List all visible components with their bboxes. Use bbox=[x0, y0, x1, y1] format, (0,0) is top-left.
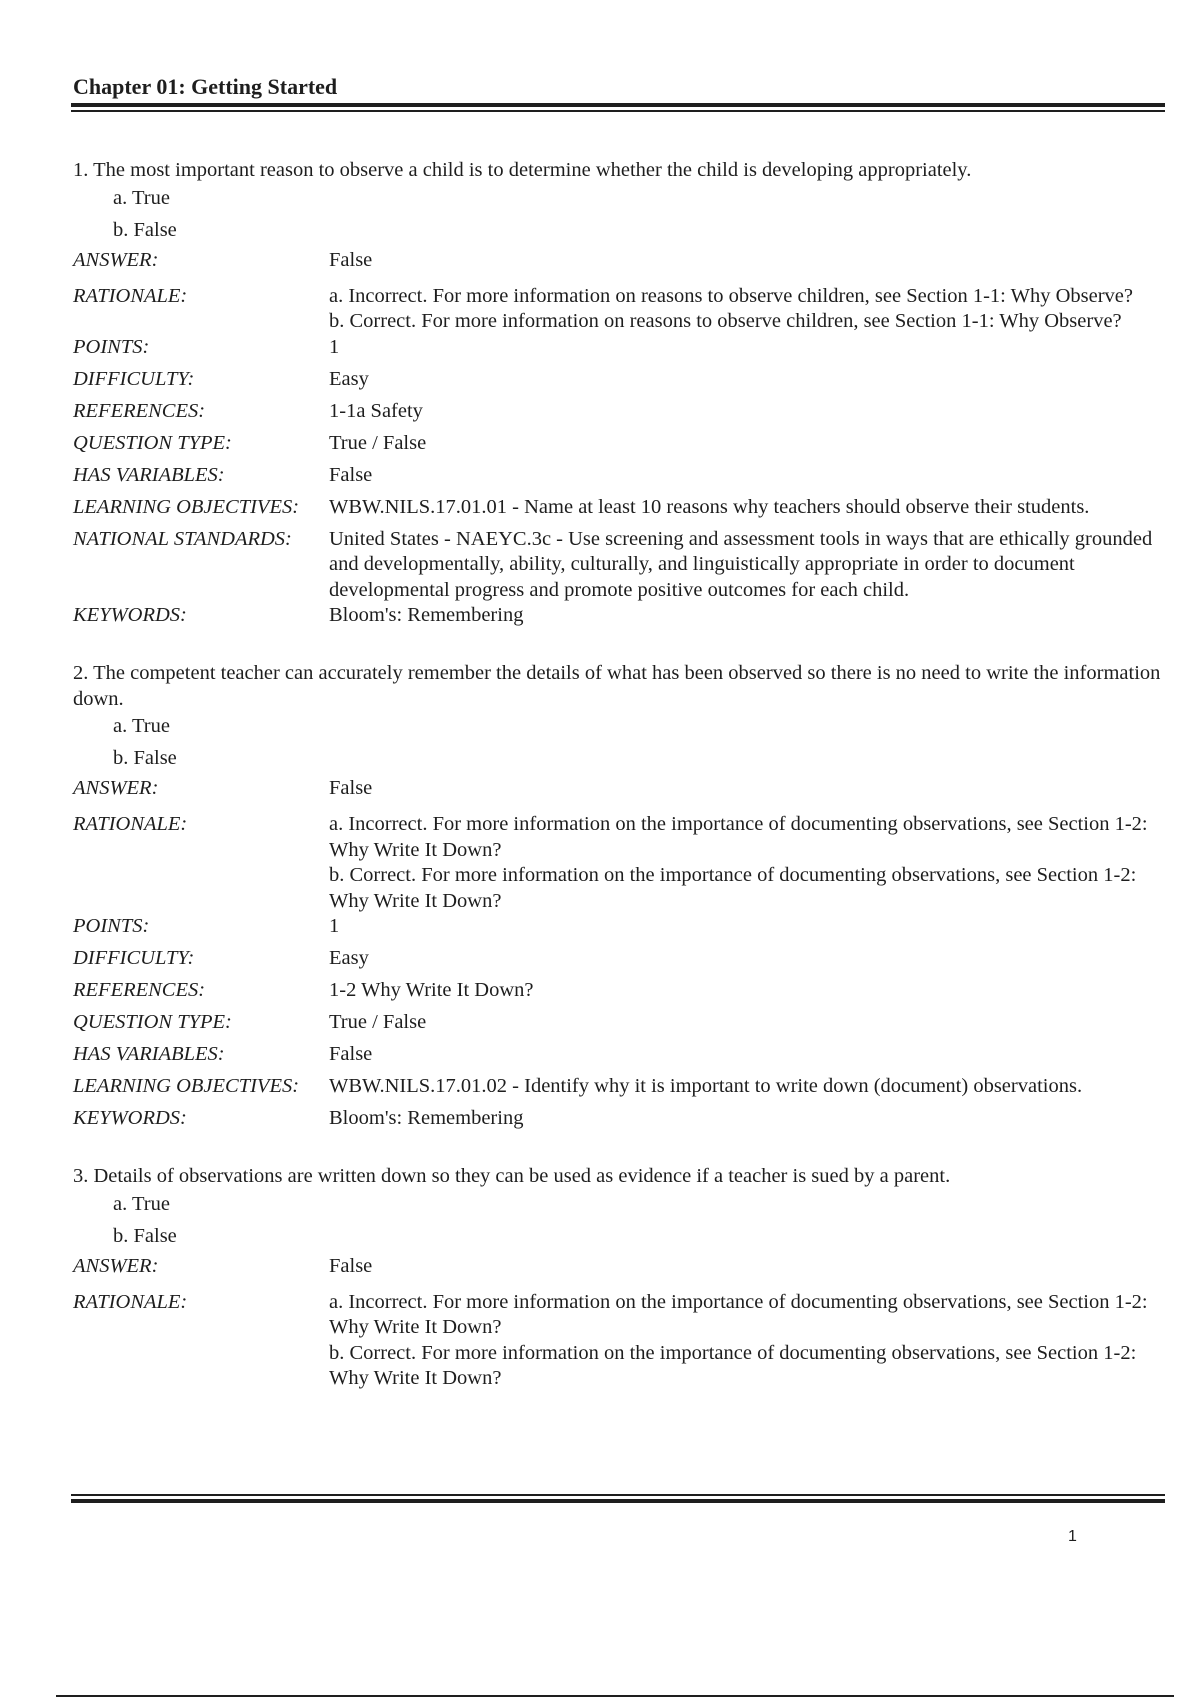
metadata-value-line: Bloom's: Remembering bbox=[329, 1107, 524, 1129]
metadata-row bbox=[73, 495, 1165, 527]
metadata-value bbox=[329, 1074, 1165, 1106]
metadata-value bbox=[329, 978, 1165, 1010]
metadata-label: POINTS: bbox=[73, 335, 150, 358]
page-title: Chapter 01: Getting Started bbox=[73, 74, 338, 99]
answer-option: b. False bbox=[113, 747, 177, 769]
metadata-value-line: WBW.NILS.17.01.01 - Name at least 10 reasons why teachers should observe their students. bbox=[329, 495, 1090, 518]
question-block bbox=[73, 661, 1165, 1138]
answer-option: b. False bbox=[113, 218, 177, 241]
metadata-value-line: b. Correct. For more information on the importance of documenting observations, see Section 1-2: Why Write It Down? bbox=[329, 864, 1137, 912]
metadata-row bbox=[73, 1042, 1165, 1074]
question-stem: 3. Details of observations are written down so they can be used as evidence if a teacher is sued by a parent. bbox=[73, 1165, 951, 1187]
answer-option: b. False bbox=[113, 1224, 177, 1247]
metadata-label: DIFFICULTY: bbox=[73, 367, 195, 390]
metadata-row bbox=[73, 335, 1165, 367]
metadata-label: REFERENCES: bbox=[73, 399, 206, 422]
metadata-row bbox=[73, 431, 1165, 463]
metadata-value-line: True / False bbox=[329, 1011, 427, 1033]
metadata-row bbox=[73, 248, 1165, 280]
metadata-value-line: Easy bbox=[329, 947, 369, 969]
question-list bbox=[73, 158, 1165, 1418]
metadata-value-line: a. Incorrect. For more information on the importance of documenting observations, see Section 1-2: Why Write It Down? bbox=[329, 1290, 1148, 1338]
metadata-value bbox=[329, 527, 1165, 604]
metadata-label: ANSWER: bbox=[73, 1254, 159, 1277]
answer-option: a. True bbox=[113, 1192, 170, 1215]
metadata-value bbox=[329, 248, 1165, 280]
question-stem: 2. The competent teacher can accurately remember the details of what has been observed so there is no need to write the information down. bbox=[73, 662, 1161, 710]
metadata-value bbox=[329, 431, 1165, 463]
metadata-row bbox=[73, 1286, 1165, 1392]
metadata-row bbox=[73, 978, 1165, 1010]
answer-option: a. True bbox=[113, 186, 170, 209]
metadata-value bbox=[329, 776, 1165, 808]
header-rule bbox=[71, 103, 1165, 112]
metadata-value-line: False bbox=[329, 1043, 373, 1065]
page-number: 1 bbox=[1068, 1528, 1077, 1545]
footer-rule bbox=[71, 1494, 1165, 1503]
metadata-value-line: a. Incorrect. For more information on reasons to observe children, see Section 1-1: Why Observe? bbox=[329, 284, 1133, 307]
metadata-row bbox=[73, 603, 1165, 635]
metadata-value-line: Bloom's: Remembering bbox=[329, 604, 524, 626]
metadata-label: HAS VARIABLES: bbox=[73, 463, 225, 486]
metadata-value-line: False bbox=[329, 1254, 373, 1277]
metadata-label: RATIONALE: bbox=[73, 813, 188, 835]
metadata-label: RATIONALE: bbox=[73, 1290, 188, 1313]
metadata-label: KEYWORDS: bbox=[73, 1107, 187, 1129]
metadata-row bbox=[73, 463, 1165, 495]
metadata-row bbox=[73, 914, 1165, 946]
metadata-value-line: False bbox=[329, 248, 373, 271]
metadata-value bbox=[329, 812, 1165, 914]
metadata-row bbox=[73, 1010, 1165, 1042]
metadata-row bbox=[73, 946, 1165, 978]
metadata-label: ANSWER: bbox=[73, 248, 159, 271]
metadata-value-line: b. Correct. For more information on the importance of documenting observations, see Section 1-2: Why Write It Down? bbox=[329, 1341, 1137, 1389]
metadata-value-line: False bbox=[329, 463, 373, 486]
metadata-value bbox=[329, 284, 1165, 335]
metadata-value bbox=[329, 914, 1165, 946]
metadata-row bbox=[73, 280, 1165, 335]
question-block bbox=[73, 1164, 1165, 1392]
metadata-value bbox=[329, 463, 1165, 495]
metadata-value-line: True / False bbox=[329, 431, 427, 454]
bottom-divider bbox=[56, 1695, 1174, 1697]
metadata-value-line: 1-2 Why Write It Down? bbox=[329, 979, 534, 1001]
metadata-label: DIFFICULTY: bbox=[73, 947, 195, 969]
metadata-value bbox=[329, 1010, 1165, 1042]
metadata-label: QUESTION TYPE: bbox=[73, 431, 232, 454]
metadata-value bbox=[329, 946, 1165, 978]
metadata-value bbox=[329, 1290, 1165, 1392]
metadata-row bbox=[73, 776, 1165, 808]
metadata-row bbox=[73, 527, 1165, 604]
metadata-row bbox=[73, 1074, 1165, 1106]
metadata-label: RATIONALE: bbox=[73, 284, 188, 307]
question-stem: 1. The most important reason to observe a child is to determine whether the child is developing appropriately. bbox=[73, 159, 972, 181]
metadata-value bbox=[329, 399, 1165, 431]
metadata-row bbox=[73, 1254, 1165, 1286]
metadata-row bbox=[73, 1106, 1165, 1138]
metadata-value-line: 1 bbox=[329, 915, 340, 937]
metadata-value-line: United States - NAEYC.3c - Use screening and assessment tools in ways that are ethically grounded and developmentally, ability, culturally, and linguistically appropriate in order to document developmental progress and promote positive outcomes for each child. bbox=[329, 527, 1153, 601]
metadata-value bbox=[329, 1254, 1165, 1286]
metadata-value bbox=[329, 603, 1165, 635]
metadata-label: HAS VARIABLES: bbox=[73, 1043, 225, 1065]
metadata-row bbox=[73, 808, 1165, 914]
metadata-value-line: Easy bbox=[329, 367, 369, 390]
metadata-label: ANSWER: bbox=[73, 777, 159, 799]
answer-option: a. True bbox=[113, 715, 170, 737]
metadata-row bbox=[73, 367, 1165, 399]
metadata-value-line: WBW.NILS.17.01.02 - Identify why it is important to write down (document) observations. bbox=[329, 1075, 1083, 1097]
metadata-value bbox=[329, 335, 1165, 367]
metadata-label: QUESTION TYPE: bbox=[73, 1011, 232, 1033]
metadata-label: POINTS: bbox=[73, 915, 150, 937]
metadata-label: NATIONAL STANDARDS: bbox=[73, 527, 292, 550]
metadata-label: REFERENCES: bbox=[73, 979, 206, 1001]
metadata-value bbox=[329, 495, 1165, 527]
metadata-value bbox=[329, 1106, 1165, 1138]
question-block bbox=[73, 158, 1165, 635]
metadata-value-line: b. Correct. For more information on reasons to observe children, see Section 1-1: Why Observe? bbox=[329, 310, 1122, 332]
metadata-value-line: False bbox=[329, 777, 373, 799]
metadata-value bbox=[329, 367, 1165, 399]
metadata-label: KEYWORDS: bbox=[73, 604, 187, 626]
metadata-label: LEARNING OBJECTIVES: bbox=[73, 1075, 300, 1097]
metadata-value-line: 1 bbox=[329, 335, 340, 358]
metadata-value bbox=[329, 1042, 1165, 1074]
metadata-value-line: 1-1a Safety bbox=[329, 399, 423, 422]
metadata-value-line: a. Incorrect. For more information on the importance of documenting observations, see Section 1-2: Why Write It Down? bbox=[329, 813, 1148, 861]
metadata-row bbox=[73, 399, 1165, 431]
metadata-label: LEARNING OBJECTIVES: bbox=[73, 495, 300, 518]
